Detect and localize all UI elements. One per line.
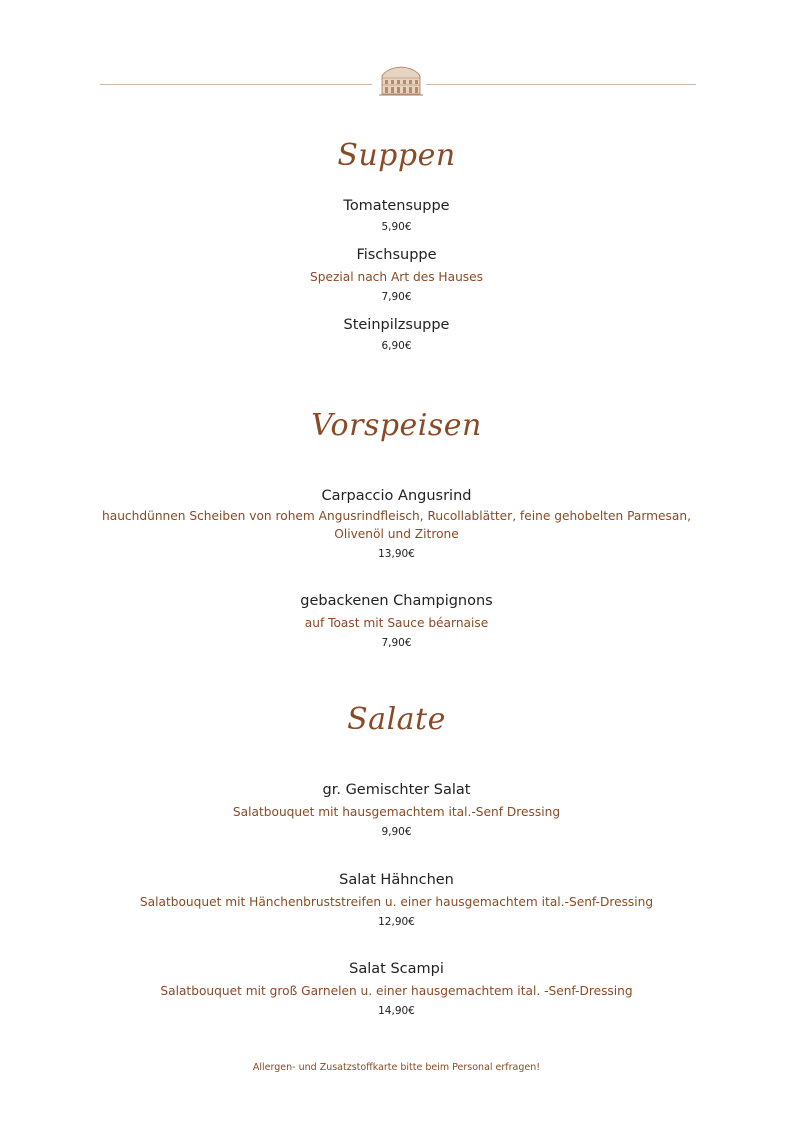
menu-item-description: auf Toast mit Sauce béarnaise (304, 616, 489, 630)
menu-item-description: Spezial nach Art des Hauses (310, 270, 483, 284)
menu-item-name: Tomatensuppe (343, 198, 450, 214)
menu-item-price: 7,90€ (381, 291, 412, 303)
menu-item-price: 9,90€ (381, 826, 412, 838)
menu-item-name: Fischsuppe (356, 247, 437, 263)
menu-item-name: gebackenen Champignons (300, 593, 493, 609)
menu-item-price: 6,90€ (381, 340, 412, 352)
menu-item-price: 7,90€ (381, 637, 412, 649)
menu-item-description: Salatbouquet mit hausgemachtem ital.-Senf Dressing (232, 805, 561, 819)
section-title-suppen: Suppen (337, 138, 456, 173)
menu-item-name: Steinpilzsuppe (343, 317, 450, 333)
allergen-footer-note: Allergen- und Zusatzstoffkarte bitte beim Personal erfragen! (252, 1062, 541, 1073)
header-rule-left (100, 84, 372, 85)
header-rule-right (426, 84, 696, 85)
menu-item-price: 12,90€ (378, 916, 415, 928)
section-title-salate: Salate (347, 702, 446, 737)
menu-item-description: Salatbouquet mit groß Garnelen u. einer hausgemachtem ital. -Senf-Dressing (160, 984, 633, 998)
menu-item-price: 5,90€ (381, 221, 412, 233)
menu-item-description: hauchdünnen Scheiben von rohem Angusrindfleisch, Rucollablätter, feine gehobelten Parmesan, (102, 509, 691, 523)
menu-item-description: Salatbouquet mit Hänchenbruststreifen u. einer hausgemachtem ital.-Senf-Dressing (139, 895, 654, 909)
section-title-vorspeisen: Vorspeisen (311, 408, 482, 443)
menu-item-name: Salat Scampi (349, 961, 444, 977)
menu-item-price: 13,90€ (378, 548, 415, 560)
colosseum-emblem-icon (379, 64, 423, 98)
menu-item-name: gr. Gemischter Salat (322, 782, 471, 798)
menu-item-description: Olivenöl und Zitrone (334, 527, 459, 541)
menu-item-price: 14,90€ (378, 1005, 415, 1017)
menu-item-name: Carpaccio Angusrind (321, 488, 472, 504)
menu-item-name: Salat Hähnchen (339, 872, 454, 888)
